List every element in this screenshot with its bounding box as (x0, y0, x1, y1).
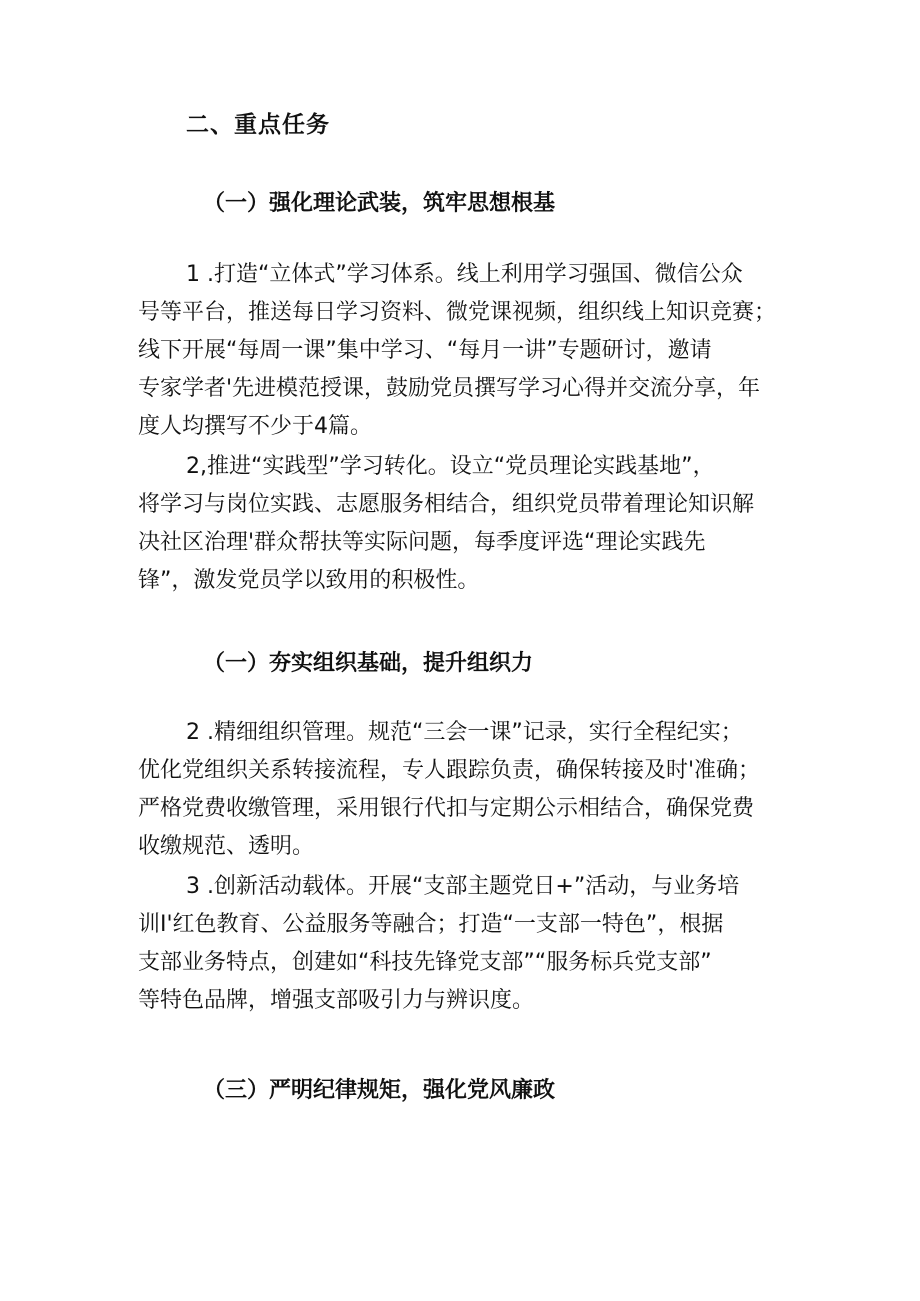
section-title: 二、重点任务 (186, 112, 330, 138)
paragraph-line: 线下开展“每周一课”集中学习、“每月一讲”专题研讨，邀请 (138, 338, 712, 363)
subsection-heading-2: （一）夯实组织基础，提升组织力 (203, 651, 534, 676)
paragraph-line: 支部业务特点，创建如“科技先锋党支部”“服务标兵党支部” (138, 950, 712, 975)
paragraph-line: 2 .精细组织管理。规范“三会一课”记录，实行全程纪实； (186, 720, 743, 745)
paragraph-line: 度人均撰写不少于4篇。 (138, 414, 372, 439)
paragraph-line: 优化党组织关系转接流程，专人跟踪负责，确保转接及时'准确； (138, 758, 761, 783)
paragraph-2-1 (138, 714, 790, 866)
paragraph-line: 收缴规范、透明。 (138, 834, 315, 859)
paragraph-line: 3 .创新活动载体。开展“支部主题党日+”活动，与业务培 (186, 874, 740, 899)
paragraph-line: 决社区治理'群众帮扶等实际问题，每季度评选“理论实践先 (138, 530, 706, 555)
paragraph-line: 2,推进“实践型”学习转化。设立“党员理论实践基地”， (186, 454, 715, 479)
paragraph-line: 专家学者'先进模范授课，鼓励党员撰写学习心得并交流分享，年 (138, 376, 761, 401)
paragraph-2-2 (138, 868, 790, 1020)
paragraph-line: 锋”，激发党员学以致用的积极性。 (138, 568, 480, 593)
paragraph-line: 严格党费收缴管理，采用银行代扣与定期公示相结合，确保党费 (138, 796, 755, 821)
paragraph-1-1 (138, 256, 790, 446)
paragraph-line: 号等平台，推送每日学习资料、微党课视频，组织线上知识竞赛； (138, 300, 777, 325)
paragraph-line: 将学习与岗位实践、志愿服务相结合，组织党员带着理论知识解 (138, 492, 755, 517)
paragraph-1-2 (138, 448, 790, 600)
paragraph-line: 训I'红色教育、公益服务等融合；打造“一支部一特色”，根据 (138, 912, 724, 937)
subsection-heading-3: （三）严明纪律规矩，强化党风廉政 (203, 1078, 556, 1103)
subsection-heading-1: （一）强化理论武装，筑牢思想根基 (203, 191, 556, 216)
paragraph-line: 1 .打造“立体式”学习体系。线上利用学习强国、微信公众 (186, 262, 743, 287)
paragraph-line: 等特色品牌，增强支部吸引力与辨识度。 (138, 988, 535, 1013)
